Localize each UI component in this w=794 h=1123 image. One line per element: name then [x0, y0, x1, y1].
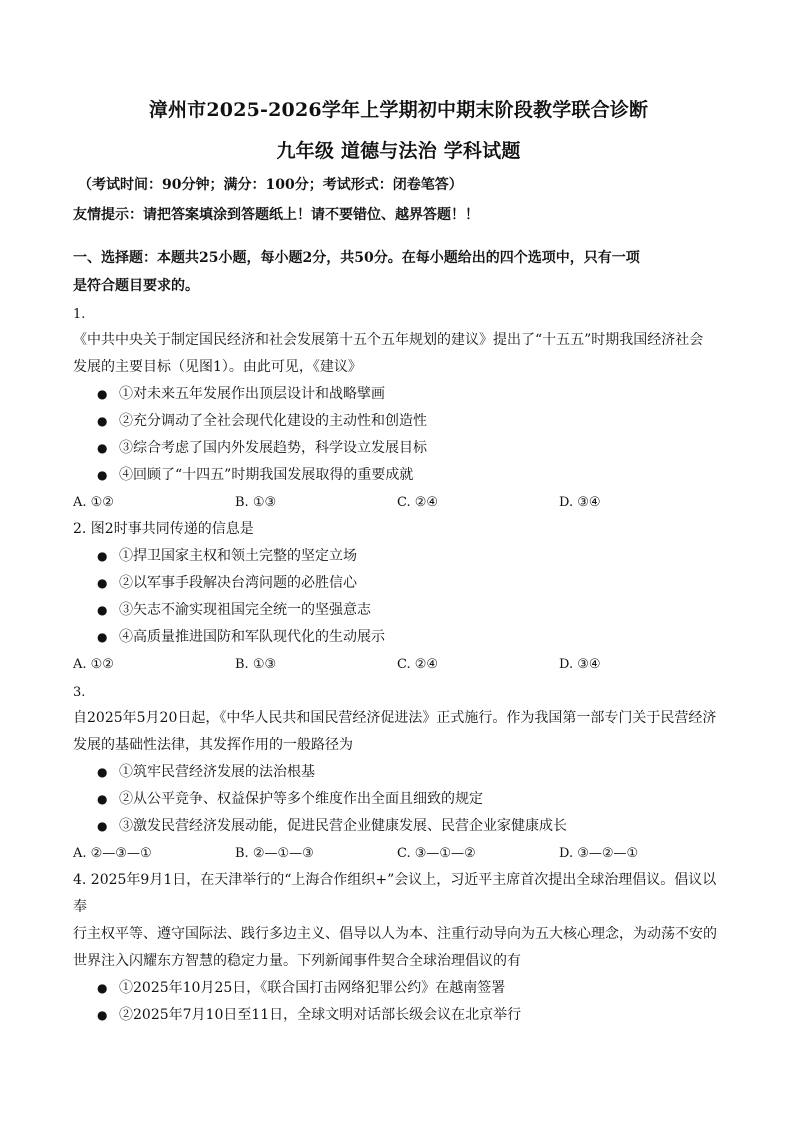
option-text: ④高质量推进国防和军队现代化的生动展示 [119, 629, 385, 645]
friendly-tips: 友情提示：请把答案填涂到答题纸上！请不要错位、越界答题！！ [73, 207, 479, 223]
question-stem-line: 2. 图2时事共同传递的信息是 [73, 521, 254, 537]
option-list [73, 381, 724, 489]
answer-choices [73, 840, 724, 867]
bullet-icon: ● [97, 468, 108, 482]
option-item [73, 381, 724, 408]
answer-choice-c: C. ②④ [397, 657, 439, 672]
answer-choice-b: B. ①③ [235, 495, 277, 510]
answer-choice-c: C. ②④ [397, 495, 439, 510]
option-text: ③激发民营经济发展动能，促进民营企业健康发展、民营企业家健康成长 [119, 818, 567, 834]
bullet-icon: ● [97, 441, 108, 455]
question-number: 3. [73, 685, 86, 700]
option-item [73, 435, 724, 462]
option-item [73, 408, 724, 435]
bullet-icon: ● [97, 765, 108, 779]
option-text: ③矢志不渝实现祖国完全统一的坚强意志 [119, 602, 371, 618]
bullet-icon: ● [97, 549, 108, 563]
bullet-icon: ● [97, 576, 108, 590]
answer-choices [73, 489, 724, 516]
section-heading [73, 244, 723, 300]
answer-choice-a: A. ①② [73, 495, 114, 510]
question-stem-line: 4. 2025年9月1日，在天津举行的“上海合作组织+”会议上，习近平主席首次提出全球治理倡议。倡议以奉 [73, 872, 717, 915]
answer-choice-a: A. ②—③—① [73, 846, 152, 861]
bullet-icon: ● [97, 603, 108, 617]
bullet-icon: ● [97, 819, 108, 833]
exam-info: （考试时间：90分钟；满分：100分；考试形式：闭卷笔答） [78, 177, 463, 193]
option-text: ②以军事手段解决台湾问题的必胜信心 [119, 575, 357, 591]
question-stem-line: 世界注入闪耀东方智慧的稳定力量。下列新闻事件契合全球治理倡议的有 [73, 953, 521, 969]
option-text: ②从公平竞争、权益保护等多个维度作出全面且细致的规定 [119, 791, 483, 807]
option-item [73, 975, 724, 1002]
bullet-icon: ● [97, 630, 108, 644]
exam-title: 漳州市2025-2026学年上学期初中期末阶段教学联合诊断 [148, 99, 649, 121]
option-text: ③综合考虑了国内外发展趋势，科学设立发展目标 [119, 440, 427, 456]
bullet-icon: ● [97, 414, 108, 428]
option-item [73, 813, 724, 840]
bullet-icon: ● [97, 792, 108, 806]
bullet-icon: ● [97, 387, 108, 401]
option-item [73, 624, 724, 651]
option-text: ①筑牢民营经济发展的法治根基 [119, 764, 315, 780]
option-list [73, 543, 724, 651]
option-item [73, 462, 724, 489]
section-heading-line: 一、选择题：本题共25小题，每小题2分，共50分。在每小题给出的四个选项中，只有一项 [73, 250, 640, 266]
answer-choice-d: D. ③④ [559, 495, 601, 510]
option-text: ①捍卫国家主权和领土完整的坚定立场 [119, 548, 357, 564]
option-list [73, 759, 724, 840]
option-item [73, 759, 724, 786]
question-1 [73, 303, 724, 516]
section-heading-line: 是符合题目要求的。 [73, 278, 199, 294]
option-text: ①2025年10月25日，《联合国打击网络犯罪公约》在越南签署 [119, 980, 506, 996]
answer-choices [73, 651, 724, 678]
option-item [73, 597, 724, 624]
option-text: ②充分调动了全社会现代化建设的主动性和创造性 [119, 413, 427, 429]
question-stem-line: 自2025年5月20日起，《中华人民共和国民营经济促进法》正式施行。作为我国第一部专门关于民营经济 [73, 710, 717, 726]
question-3 [73, 681, 724, 867]
option-item [73, 1002, 724, 1029]
question-stem-line: 《中共中央关于制定国民经济和社会发展第十五个五年规划的建议》提出了“十五五”时期我国经济社会 [73, 332, 704, 348]
answer-choice-d: D. ③④ [559, 657, 601, 672]
bullet-icon: ● [97, 981, 108, 995]
question-stem-line: 发展的基础性法律，其发挥作用的一般路径为 [73, 737, 353, 753]
answer-choice-b: B. ②—①—③ [235, 846, 314, 861]
option-list [73, 975, 724, 1029]
question-stem-line: 发展的主要目标（见图1）。由此可见，《建议》 [73, 359, 362, 375]
option-item [73, 543, 724, 570]
question-number: 1. [73, 307, 86, 322]
option-item [73, 570, 724, 597]
answer-choice-b: B. ①③ [235, 657, 277, 672]
option-item [73, 786, 724, 813]
answer-choice-c: C. ③—①—② [397, 846, 476, 861]
exam-subtitle: 九年级 道德与法治 学科试题 [276, 140, 521, 162]
question-4 [73, 867, 724, 1029]
answer-choice-d: D. ③—②—① [559, 846, 639, 861]
question-2 [73, 516, 724, 678]
option-text: ②2025年7月10日至11日，全球文明对话部长级会议在北京举行 [119, 1007, 522, 1023]
option-text: ①对未来五年发展作出顶层设计和战略擘画 [119, 386, 385, 402]
answer-choice-a: A. ①② [73, 657, 114, 672]
option-text: ④回顾了“十四五”时期我国发展取得的重要成就 [119, 467, 414, 483]
question-stem-line: 行主权平等、遵守国际法、践行多边主义、倡导以人为本、注重行动导向为五大核心理念，为动荡不安的 [73, 926, 717, 942]
bullet-icon: ● [97, 1008, 108, 1022]
